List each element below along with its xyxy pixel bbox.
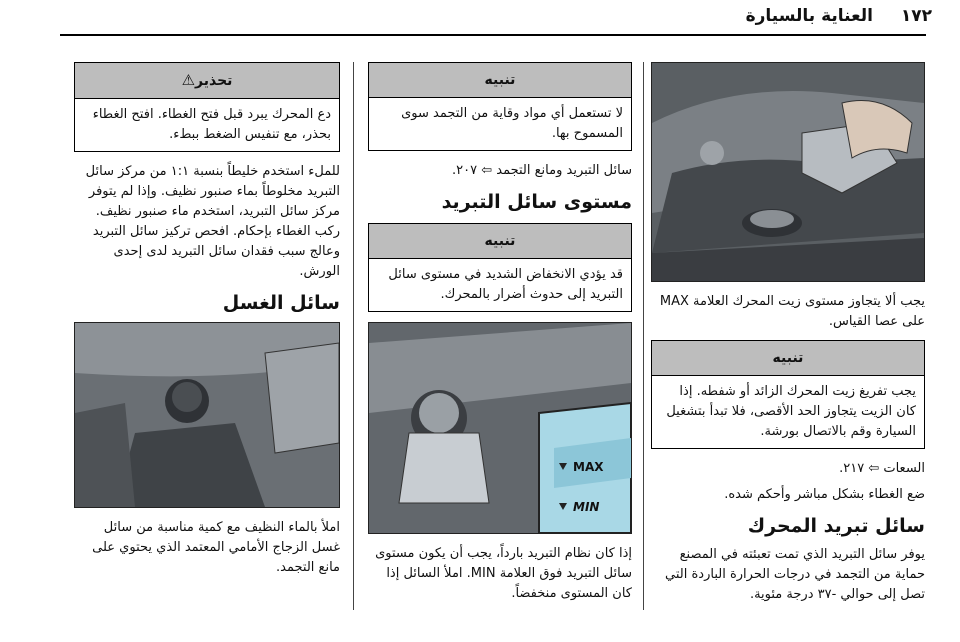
- column-divider: [643, 62, 644, 610]
- section-heading-coolant-level: مستوى سائل التبريد: [441, 191, 632, 213]
- washer-fill-text: املأ بالماء النظيف مع كمية مناسبة من سائل غسل الزجاج الأمامي المعتمد الذي يحتوي على مانع التجمد.: [92, 520, 340, 575]
- page-header: [746, 6, 932, 26]
- section-heading-washer: سائل الغسل: [222, 292, 340, 314]
- header-rule: [60, 34, 926, 36]
- section-heading-coolant: سائل تبريد المحرك: [747, 515, 925, 537]
- notice-box: [368, 223, 632, 312]
- cap-instruction: ضع الغطاء بشكل مباشر وأحكم شده.: [724, 487, 925, 502]
- washer-fluid-photo: [74, 322, 340, 508]
- warning-triangle-icon: ⚠: [181, 71, 196, 89]
- warning-body: دع المحرك يبرد قبل فتح الغطاء. افتح الغطاء بحذر، مع تنفيس الضغط ببطء.: [92, 107, 331, 142]
- left-column: [74, 62, 340, 584]
- right-column: [651, 62, 925, 611]
- notice-box: [651, 340, 925, 449]
- notice-body: لا تستعمل أي مواد وقاية من التجمد سوى المسموح بها.: [401, 106, 623, 141]
- coolant-mix-text: للملء استخدم خليطاً بنسبة ١:١ من مركز سائل التبريد مخلوطاً بماء صنبور نظيف. وإذا لم يتوفر مركز سائل التبريد، استخدم ماء صنبور نظيف. ركب الغطاء بإحكام. افحص تركيز سائل التبريد وعالج سبب فقدان سائل التبريد لدى إحدى الورش.: [85, 164, 340, 279]
- coolant-reservoir-photo: [368, 322, 632, 534]
- engine-oil-photo: [651, 62, 925, 282]
- notice-title: تنبيه: [369, 63, 631, 98]
- notice-body: يجب تفريغ زيت المحرك الزائد أو شفطه. إذا كان الزيت يتجاوز الحد الأقصى، فلا تبدأ بتشغيل السيارة وقم بالاتصال بورشة.: [666, 384, 916, 439]
- capacity-ref: السعات ⇦ ٢١٧.: [839, 461, 925, 476]
- notice-box: [368, 62, 632, 151]
- min-label: MIN: [573, 500, 600, 514]
- notice-body: قد يؤدي الانخفاض الشديد في مستوى سائل التبريد إلى حدوث أضرار بالمحرك.: [388, 267, 623, 302]
- antifreeze-ref: سائل التبريد ومانع التجمد ⇦ ٢٠٧.: [452, 163, 632, 178]
- column-divider: [353, 62, 354, 610]
- max-label: MAX: [573, 460, 604, 474]
- page-number: ١٧٢: [900, 6, 932, 26]
- warning-title-text: تحذير: [195, 73, 233, 89]
- warning-title: [75, 63, 339, 99]
- notice-title: تنبيه: [652, 341, 924, 376]
- oil-max-text: يجب ألا يتجاوز مستوى زيت المحرك العلامة MAX على عصا القياس.: [659, 294, 925, 329]
- coolant-protection-text: يوفر سائل التبريد الذي تمت تعبئته في المصنع حماية من التجمد في درجات الحرارة الباردة التي تصل إلى حوالي -٣٧ درجة مئوية.: [665, 547, 925, 602]
- page-title: العناية بالسيارة: [745, 6, 873, 26]
- coolant-level-text: إذا كان نظام التبريد بارداً، يجب أن يكون مستوى سائل التبريد فوق العلامة MIN. املأ السائل إذا كان المستوى منخفضاً.: [375, 546, 632, 601]
- warning-box: [74, 62, 340, 152]
- middle-column: [368, 62, 632, 610]
- notice-title: تنبيه: [369, 224, 631, 259]
